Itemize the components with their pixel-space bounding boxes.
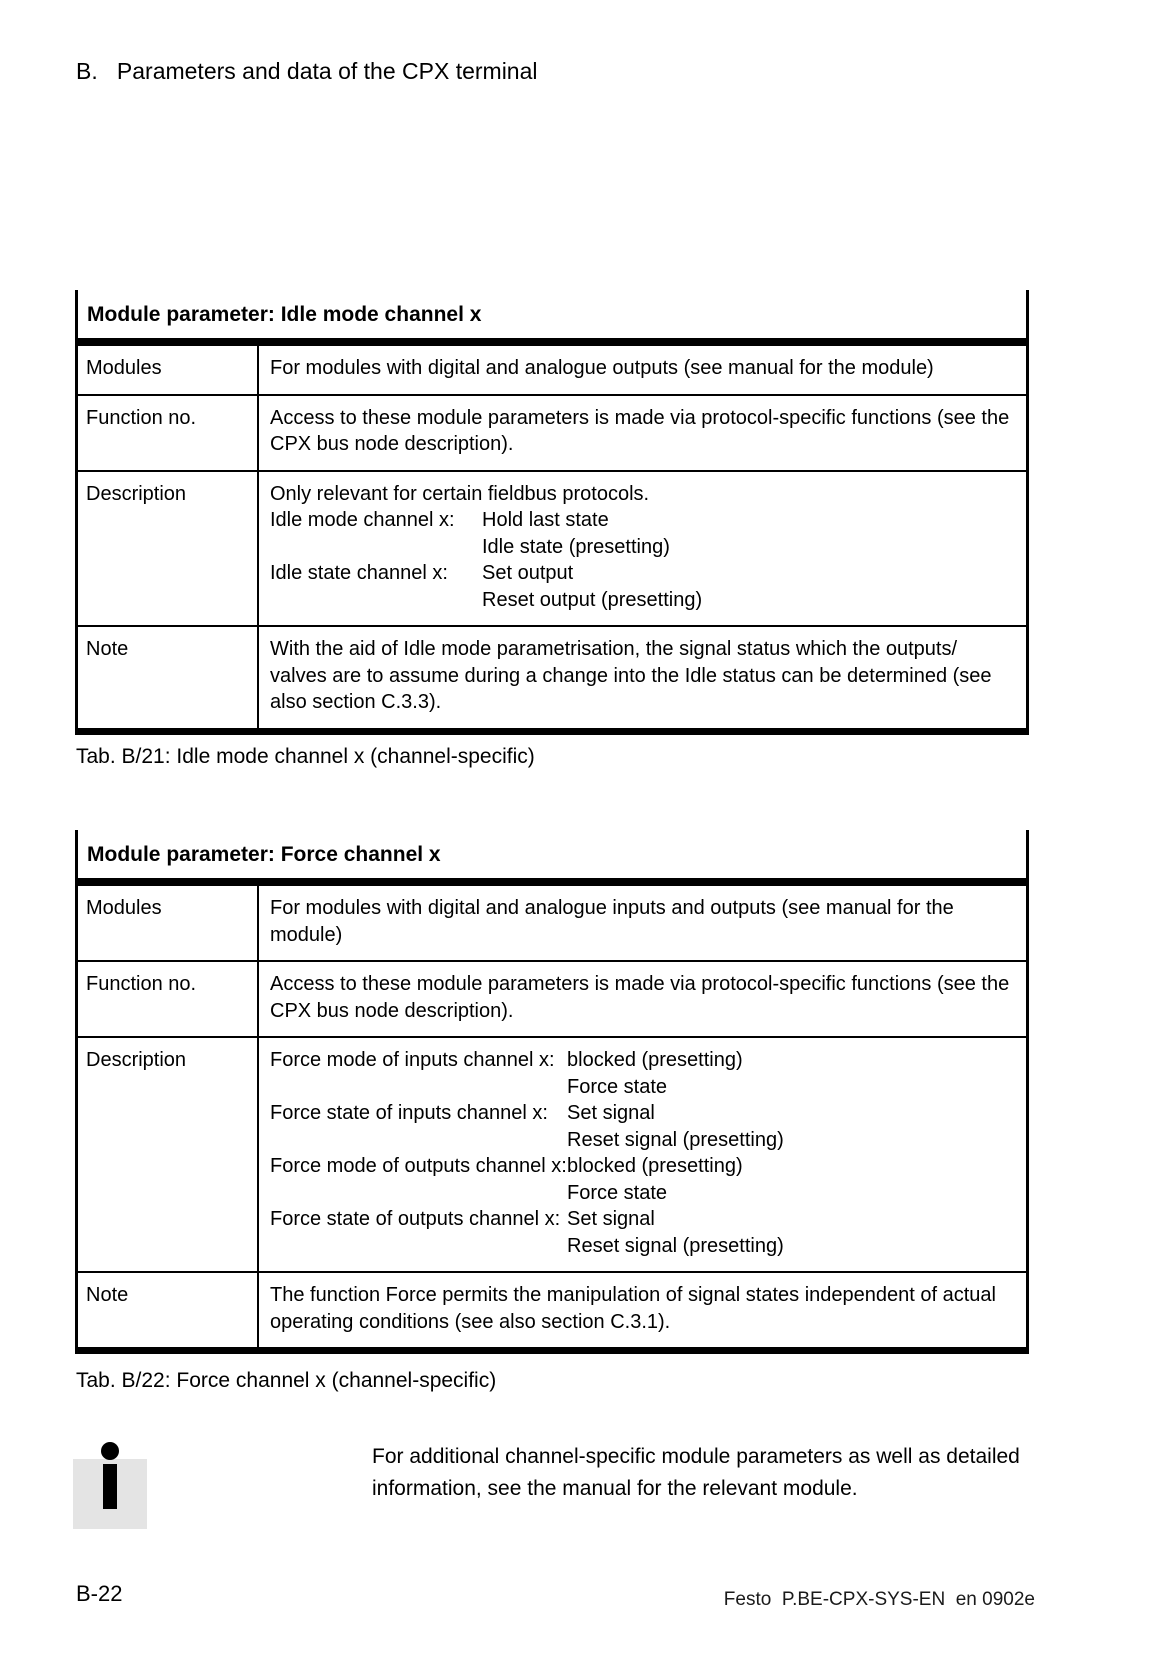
pair-value: Idle state (presetting) (482, 535, 670, 558)
footer-page-number: B-22 (76, 1581, 123, 1606)
row-content: Access to these module parameters is made via protocol-specific functions (see the CPX bus node description). (270, 406, 1010, 455)
pair-values (567, 1047, 743, 1100)
pair-values (567, 1153, 743, 1206)
description-pair (270, 1100, 1016, 1153)
table-row-modules (75, 346, 1029, 394)
pair-term: Force state of inputs channel x: (270, 1102, 548, 1124)
description-pair (270, 1153, 1016, 1206)
row-label: Function no. (78, 962, 259, 1036)
pair-value: Reset signal (presetting) (567, 1234, 784, 1257)
table-bottom-rule (75, 1347, 1029, 1354)
pair-values (567, 1206, 784, 1259)
table-title: Module parameter: Force channel x (75, 830, 1029, 878)
pair-value: Set output (482, 562, 574, 584)
row-content (259, 472, 1026, 626)
info-icon (73, 1459, 147, 1529)
table-row-description (75, 1036, 1029, 1271)
pair-value: Hold last state (482, 509, 609, 531)
pair-term: Force mode of outputs channel x: (270, 1155, 567, 1177)
row-label: Description (78, 1038, 259, 1271)
table-row-function-no (75, 960, 1029, 1036)
row-label: Description (78, 472, 259, 626)
table-caption-b22: Tab. B/22: Force channel x (channel-specific) (76, 1369, 497, 1392)
description-pair (270, 1206, 1016, 1259)
pair-value: Force state (567, 1181, 668, 1204)
row-label: Modules (78, 346, 259, 394)
module-parameter-table-idle-mode (75, 290, 1029, 735)
table-title-rule (75, 338, 1029, 346)
pair-term: Idle mode channel x: (270, 509, 455, 531)
row-label: Modules (78, 886, 259, 960)
pair-value: Reset output (presetting) (482, 588, 703, 611)
table-bottom-rule (75, 728, 1029, 735)
pair-value: Set signal (567, 1102, 655, 1124)
table-row-note (75, 1271, 1029, 1347)
description-pair (270, 507, 1016, 560)
pair-value: Set signal (567, 1208, 655, 1230)
description-intro: Only relevant for certain fieldbus protocols. (270, 482, 650, 505)
pair-values (482, 560, 702, 613)
description-pair (270, 1047, 1016, 1100)
row-content (259, 1038, 1026, 1271)
table-title: Module parameter: Idle mode channel x (75, 290, 1029, 338)
pair-term: Force mode of inputs channel x: (270, 1049, 555, 1071)
row-content: For modules with digital and analogue outputs (see manual for the module) (270, 357, 934, 379)
row-label: Function no. (78, 396, 259, 470)
row-label: Note (78, 627, 259, 728)
row-content: With the aid of Idle mode parametrisation, the signal status which the outputs/ valves are to assume during a change into the Idle status can be determined (see also section C.3.3). (270, 638, 992, 713)
pair-values (567, 1100, 784, 1153)
description-pair (270, 560, 1016, 613)
table-row-description (75, 470, 1029, 626)
pair-term: Idle state channel x: (270, 562, 448, 584)
info-note-text: For additional channel-specific module parameters as well as detailed information, see the manual for the relevant module. (372, 1445, 1020, 1500)
footer-document-id: Festo P.BE-CPX-SYS-EN en 0902e (723, 1589, 1035, 1610)
page-header: B. Parameters and data of the CPX terminal (76, 58, 538, 84)
module-parameter-table-force (75, 830, 1029, 1354)
table-caption-b21: Tab. B/21: Idle mode channel x (channel-specific) (76, 745, 535, 768)
pair-values (482, 507, 670, 560)
pair-term: Force state of outputs channel x: (270, 1208, 561, 1230)
pair-value: blocked (presetting) (567, 1049, 743, 1071)
info-icon-stem (103, 1464, 117, 1509)
table-row-modules (75, 886, 1029, 960)
row-content: The function Force permits the manipulation of signal states independent of actual operating conditions (see also section C.3.1). (270, 1284, 996, 1333)
table-title-rule (75, 878, 1029, 886)
row-content: For modules with digital and analogue inputs and outputs (see manual for the module) (270, 897, 954, 946)
pair-value: Force state (567, 1075, 668, 1098)
pair-value: Reset signal (presetting) (567, 1128, 784, 1151)
row-content: Access to these module parameters is made via protocol-specific functions (see the CPX bus node description). (270, 973, 1010, 1022)
info-icon-dot (101, 1442, 119, 1460)
table-row-function-no (75, 394, 1029, 470)
pair-value: blocked (presetting) (567, 1155, 743, 1177)
table-row-note (75, 625, 1029, 728)
row-label: Note (78, 1273, 259, 1347)
